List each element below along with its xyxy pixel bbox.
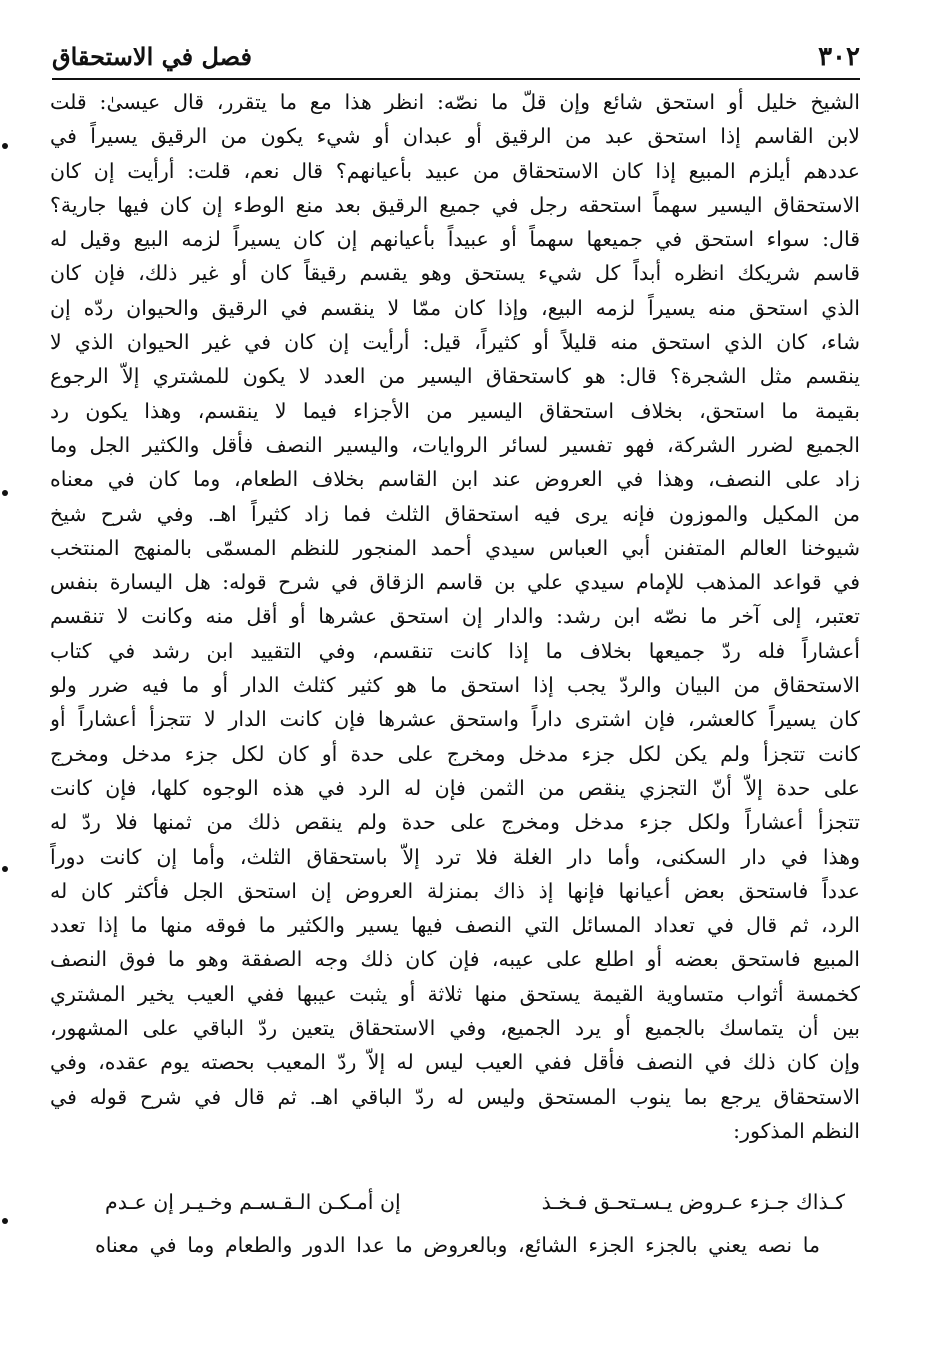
verse-second-hemistich: إن أمـكـن الـقـسـم وخـيـر إن عـدم bbox=[105, 1190, 401, 1214]
verse-first-hemistich: كـذاك جـزء عـروض يـسـتحـق فـخـذ bbox=[541, 1190, 845, 1214]
text-line: وإن كان ذلك في النصف فأقل ففي العيب ليس له إلاّ ردّ المعيب بحصته يوم عقده، وفي bbox=[50, 1050, 860, 1075]
text-line: الرد، ثم قال في تعداد المسائل التي النصف فيها يسير والكثير ما فوقه منها ما إذا تعدد bbox=[50, 913, 860, 938]
running-title: فصل في الاستحقاق bbox=[52, 42, 252, 71]
text-line: ينقسم مثل الشجرة؟ قال: هو كاستحقاق اليسير من العدد لا يكون للمشتري إلاّ الرجوع bbox=[50, 364, 860, 389]
text-line: زاد على النصف، وهذا في العروض عند ابن القاسم بخلاف الطعام، وما كان في معناه bbox=[50, 467, 860, 492]
text-line: قاسم شريكك انظره أبداً كل شيء يستحق وهو يقسم رقيقاً كان أو غير ذلك، فإن كان bbox=[50, 261, 860, 286]
text-line: الشيخ خليل أو استحق شائع وإن قلّ ما نصّه: انظر هذا مع ما يتقرر، قال عيسىٰ: قلت bbox=[50, 90, 860, 114]
header-rule bbox=[52, 78, 860, 80]
commentary-line: ما نصه يعني بالجزء الجزء الشائع، وبالعروض ما عدا الدور والطعام وما في معناه bbox=[95, 1233, 820, 1257]
text-line: عدداً فاستحق بعض أعيانها فإنها إذ ذاك بمنزلة العروض إن استحق الجل فأكثر كان له bbox=[50, 878, 860, 903]
verse-line bbox=[105, 1184, 845, 1220]
body-text bbox=[50, 85, 860, 1148]
text-line: الاستحقاق اليسير سهماً استحقه رجل في جميع الرقيق بعد منع الوطء إن كان فيها جارية؟ bbox=[50, 192, 860, 217]
text-line: كان يسيراً كالعشر، فإن اشترى داراً واستحق عشرها فإن كانت الدار لا تتجزأ أعشاراً أو bbox=[50, 707, 860, 732]
text-line: وهذا في دار السكنى، وأما دار الغلة فلا ترد إلاّ باستحقاق الثلث، وأما إن كانت دوراً bbox=[50, 844, 860, 869]
text-line: بين أن يتماسك بالجميع أو يرد الجميع، وفي الاستحقاق يتعين ردّ الباقي على المشهور، bbox=[50, 1016, 860, 1041]
text-line: شاء، كان الذي استحق منه قليلاً أو كثيراً، قيل: أرأيت إن كان في غير الحيوان الذي لا bbox=[50, 330, 860, 355]
page-header bbox=[52, 40, 860, 80]
text-line: النظم المذكور: bbox=[733, 1118, 860, 1143]
text-line: لابن القاسم إذا استحق عبد من الرقيق أو عبدان أو شيء يكون من الرقيق يسيراً في bbox=[50, 124, 860, 149]
text-line: بقيمة ما استحق، بخلاف استحقاق اليسير من الأجزاء فيما لا ينقسم، وهذا يكون رد bbox=[50, 398, 860, 423]
text-line: الاستحقاق يرجع بما ينوب المستحق وليس له ردّ الباقي اهـ. ثم قال في شرح قوله في bbox=[50, 1084, 860, 1109]
text-line: تتجزأ أعشاراً ولكل جزء مدخل ومخرج على حدة ولم ينقص ذلك من ثمنها فلا ردّ له bbox=[50, 810, 860, 835]
text-line: الجميع لضرر الشركة، فهو تفسير لسائر الروايات، واليسير النصف فأقل والكثير الجل وما bbox=[50, 432, 860, 457]
text-line: كخمسة أثواب متساوية القيمة يستحق منها ثلاثة أو يثبت عيبها ففي العيب يخير المشتري bbox=[50, 981, 860, 1006]
text-line: في قواعد المذهب للإمام سيدي علي بن قاسم الزقاق في شرح قوله: هل اليسارة بنفس bbox=[50, 570, 860, 595]
text-line: تعتبر، إلى آخر ما نصّه ابن رشد: والدار إن استحق عشرها أو أقل منه وكانت لا تنقسم bbox=[50, 604, 860, 629]
text-line: أعشاراً فله ردّ جميعها بخلاف ما إذا كانت تنقسم، وفي التقييد ابن رشد في كتاب bbox=[50, 638, 860, 663]
text-line: الذي استحق منه يسيراً لزمه البيع، وإذا كان ممّا لا ينقسم في الرقيق والحيوان ردّه إن bbox=[50, 295, 860, 320]
text-line: المبيع فاستحق بعضه أو اطلع على عيبه، فإن كان ذلك وجه الصفقة وهو ما فوق النصف bbox=[50, 947, 860, 972]
margin-mark bbox=[2, 1218, 8, 1224]
text-line: على حدة إلاّ أنّ التجزي ينقص من الثمن فإن له الرد في هذه الوجوه كلها، فإن كانت bbox=[50, 775, 860, 800]
text-line: قال: سواء استحق في جميعها سهماً أو عبيداً بأعيانهم إن كان يسيراً لزمه البيع وقيل له bbox=[50, 227, 860, 252]
text-line: من المكيل والموزون فإنه يرى فيه استحقاق الثلث فما زاد كثيراً اهـ. وفي شرح شيخ bbox=[50, 501, 860, 526]
margin-mark bbox=[2, 490, 8, 496]
text-line: الاستحقاق من البيان والردّ يجب إذا استحق ما هو كثير كثلث الدار أو ما فيه ضرر ولو bbox=[50, 673, 860, 698]
text-line: كانت تتجزأ ولم يكن لكل جزء مدخل ومخرج على حدة أو كان لكل جزء مدخل ومخرج bbox=[50, 741, 860, 766]
page-number: ٣٠٢ bbox=[818, 42, 860, 72]
margin-mark bbox=[2, 866, 8, 872]
text-line: شيوخنا العالم المتفنن أبي العباس سيدي أحمد المنجور للنظم المسمّى بالمنهج المنتخب bbox=[50, 535, 860, 560]
margin-mark bbox=[2, 143, 8, 149]
text-line: عددهم أيلزم المبيع إذا كان الاستحقاق من عبيد بأعيانهم؟ قال نعم، قلت: أرأيت إن كان bbox=[50, 158, 860, 183]
